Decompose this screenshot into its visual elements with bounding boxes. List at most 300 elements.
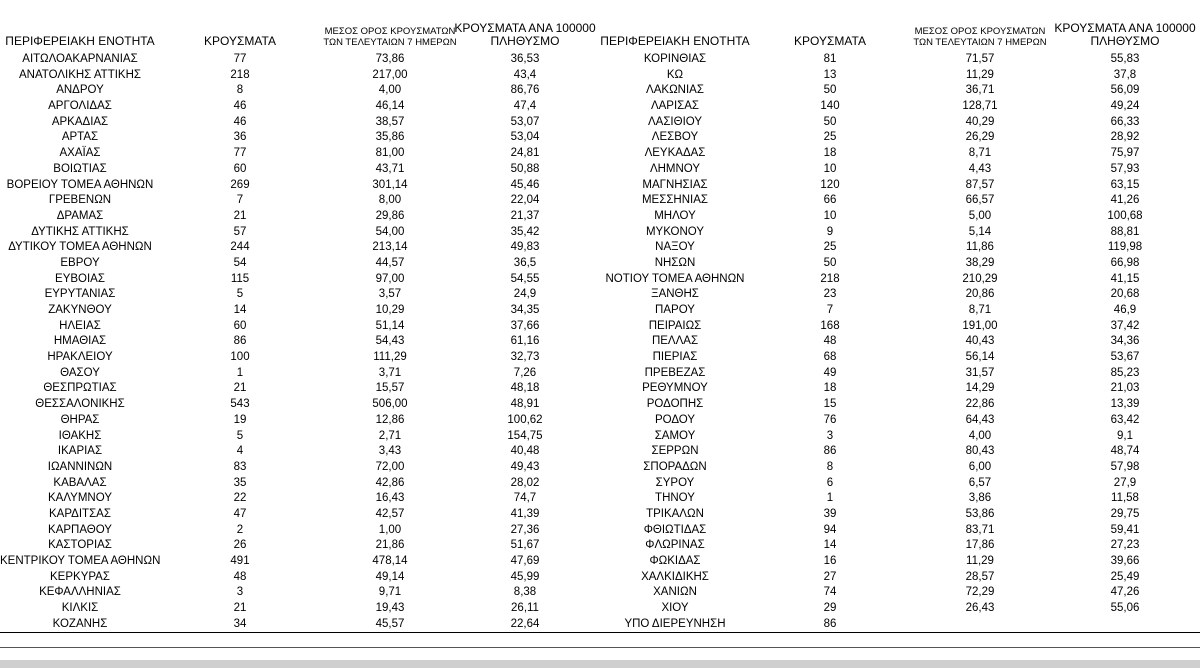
cell-per100k: 25,49 [1110,570,1140,583]
cell-per100k: 57,93 [1110,162,1140,175]
table-row [600,178,1200,194]
table-row [0,52,600,68]
table-row [600,397,1200,413]
table-row [600,83,1200,99]
cell-avg7: 4,00 [378,84,402,97]
cell-per100k: 41,15 [1110,272,1140,285]
cell-region: ΡΟΔΟΠΗΣ [646,398,704,411]
table-row [600,334,1200,350]
cell-cases: 14 [823,539,837,552]
table-row [600,68,1200,84]
cell-region: ΙΚΑΡΙΑΣ [57,445,103,458]
table-row [0,99,600,115]
cell-cases: 4 [236,445,244,458]
table-row [0,585,600,601]
cell-cases: 1 [826,492,834,505]
cell-cases: 1 [236,366,244,379]
cell-cases: 10 [823,209,837,222]
cell-avg7: 26,29 [965,131,995,144]
cell-per100k: 20,68 [1110,288,1140,301]
header-avg7: ΜΕΣΟΣ ΟΡΟΣ ΚΡΟΥΣΜΑΤΩΝ ΤΩΝ ΤΕΛΕΥΤΑΙΩΝ 7 ΗΜΕΡΩΝ [323,26,457,48]
header-region: ΠΕΡΙΦΕΡΕΙΑΚΗ ΕΝΟΤΗΤΑ [5,34,155,48]
table-row [0,272,600,288]
cell-avg7: 1,00 [378,523,402,536]
cell-avg7: 87,57 [965,178,995,191]
cell-per100k: 53,04 [510,131,540,144]
cell-avg7: 29,86 [375,209,405,222]
cell-region: ΚΑΒΑΛΑΣ [53,476,107,489]
cell-avg7: 42,86 [375,476,405,489]
cell-region: ΚΑΡΠΑΘΟΥ [48,523,112,536]
table-row [600,272,1200,288]
cell-cases: 86 [233,335,247,348]
cell-avg7: 3,43 [378,445,402,458]
cell-per100k: 36,53 [510,53,540,65]
cell-avg7: 8,71 [968,147,992,160]
cell-cases: 60 [233,319,247,332]
cell-per100k: 34,35 [510,304,540,316]
cell-avg7: 43,71 [375,162,405,175]
header-region: ΠΕΡΙΦΕΡΕΙΑΚΗ ΕΝΟΤΗΤΑ [600,34,750,48]
table-row [0,319,600,335]
cell-avg7: 11,86 [966,241,994,254]
cell-cases: 16 [823,555,837,567]
table-row [0,115,600,131]
cell-cases: 47 [233,507,247,520]
footer-rule [0,647,1200,648]
cell-region: ΦΘΙΩΤΙΔΑΣ [643,523,707,536]
cell-per100k: 100,68 [1107,209,1143,222]
cell-region: ΑΝΑΤΟΛΙΚΗΣ ΑΤΤΙΚΗΣ [18,68,141,81]
cell-avg7: 73,86 [375,53,405,65]
table-row [600,507,1200,523]
cell-cases: 218 [820,272,840,285]
table-row [600,130,1200,146]
cell-avg7: 51,14 [375,319,405,332]
header-per100k: ΚΡΟΥΣΜΑΤΑ ΑΝΑ 100000 ΠΛΗΘΥΣΜΟ [454,21,596,48]
cell-region: ΣΑΜΟΥ [654,429,696,442]
cell-per100k: 61,16 [510,335,540,348]
cell-cases: 21 [233,602,247,615]
cell-per100k: 53,67 [1110,351,1140,364]
table-row [600,115,1200,131]
cell-per100k: 34,36 [1110,335,1140,348]
header-avg7: ΜΕΣΟΣ ΟΡΟΣ ΚΡΟΥΣΜΑΤΩΝ ΤΩΝ ΤΕΛΕΥΤΑΙΩΝ 7 ΗΜΕΡΩΝ [913,26,1047,48]
cell-cases: 18 [823,382,837,395]
table-row [0,256,600,272]
cell-per100k: 49,83 [510,241,540,254]
cell-cases: 36 [233,131,247,144]
cell-region: ΚΟΖΑΝΗΣ [52,617,108,630]
cell-avg7: 217,00 [372,68,408,81]
table-row [0,178,600,194]
footer-band [0,660,1200,668]
table-row [600,225,1200,241]
right-rows [600,52,1200,632]
cell-per100k: 29,75 [1110,507,1140,520]
cell-per100k: 57,98 [1110,460,1140,473]
table-row [600,162,1200,178]
cell-avg7: 26,43 [965,602,995,615]
cell-avg7: 16,43 [375,492,405,505]
table-row [600,444,1200,460]
cell-avg7: 17,86 [965,539,995,552]
cell-avg7: 44,57 [375,256,405,269]
cell-region: ΑΡΤΑΣ [61,131,99,144]
cell-region: ΘΕΣΣΑΛΟΝΙΚΗΣ [35,398,125,411]
cell-avg7: 12,86 [375,413,405,426]
cell-avg7: 53,86 [965,507,995,520]
cell-per100k: 13,39 [1110,398,1140,411]
table-row [0,429,600,445]
table-row [0,240,600,256]
cell-avg7: 40,29 [965,115,995,128]
cell-avg7: 213,14 [372,241,408,254]
cell-region: ΛΗΜΝΟΥ [649,162,701,175]
table-row [600,209,1200,225]
cell-cases: 23 [823,288,837,301]
cell-region: ΗΡΑΚΛΕΙΟΥ [47,351,113,364]
cell-avg7: 42,57 [375,507,405,520]
cell-per100k: 100,62 [507,413,543,426]
cell-avg7: 4,00 [968,429,992,442]
cell-per100k: 47,26 [1110,586,1140,599]
table-row [0,83,600,99]
cell-avg7: 5,00 [968,209,992,222]
cell-region: ΚΟΡΙΝΘΙΑΣ [643,53,707,65]
cell-region: ΤΗΝΟΥ [655,492,695,505]
cell-region: ΕΥΡΥΤΑΝΙΑΣ [44,288,116,301]
cell-avg7: 54,00 [375,225,405,238]
cell-region: ΒΟΡΕΙΟΥ ΤΟΜΕΑ ΑΘΗΝΩΝ [6,178,154,191]
cell-avg7: 28,57 [965,570,995,583]
cell-per100k: 37,8 [1113,68,1137,81]
cell-per100k: 41,26 [1110,194,1140,207]
cell-per100k: 22,64 [510,617,540,630]
table-bottom-rule [0,632,1200,633]
cell-avg7: 46,14 [375,100,405,113]
cell-per100k: 48,18 [510,382,540,395]
cell-avg7: 2,71 [378,429,402,442]
cell-cases: 6 [826,476,834,489]
cell-per100k: 36,5 [513,256,537,269]
table-row [600,429,1200,445]
cell-cases: 60 [233,162,247,175]
cell-region: ΖΑΚΥΝΘΟΥ [48,304,112,316]
table-row [0,570,600,586]
cell-cases: 7 [236,194,244,207]
table-row [600,240,1200,256]
header-cases: ΚΡΟΥΣΜΑΤΑ [794,34,866,48]
cell-cases: 94 [823,523,837,536]
header-per100k: ΚΡΟΥΣΜΑΤΑ ΑΝΑ 100000 ΠΛΗΘΥΣΜΟ [1054,21,1196,48]
cell-cases: 15 [823,398,837,411]
cell-cases: 83 [233,460,247,473]
cell-per100k: 24,81 [510,147,540,160]
cell-cases: 48 [233,570,247,583]
cell-avg7: 64,43 [965,413,995,426]
cell-avg7: 81,00 [375,147,405,160]
cell-cases: 46 [233,100,247,113]
table-row [600,381,1200,397]
cell-avg7: 38,29 [965,256,995,269]
cell-avg7: 36,71 [965,84,995,97]
table-row [600,601,1200,617]
cell-cases: 22 [233,492,247,505]
cell-avg7: 54,43 [375,335,405,348]
table-row [600,538,1200,554]
cell-cases: 8 [236,84,244,97]
table-row [0,146,600,162]
cell-cases: 244 [230,241,250,254]
table-row [0,334,600,350]
table-row [600,99,1200,115]
cell-per100k: 21,03 [1110,382,1140,395]
table-row [0,507,600,523]
cell-per100k: 47,4 [513,100,537,113]
cell-avg7: 3,71 [378,366,402,379]
cell-region: ΤΡΙΚΑΛΩΝ [646,507,704,520]
cell-per100k: 154,75 [507,429,543,442]
cell-avg7: 8,71 [968,304,992,316]
cell-per100k: 49,24 [1110,100,1140,113]
table-row [0,601,600,617]
cell-avg7: 38,57 [375,115,405,128]
cell-cases: 14 [233,304,247,316]
cell-avg7: 301,14 [372,178,408,191]
table-row [0,162,600,178]
cell-cases: 3 [826,429,834,442]
cell-per100k: 9,1 [1117,429,1133,442]
cell-avg7: 20,86 [965,288,995,301]
cell-per100k: 66,33 [1110,115,1140,128]
cell-cases: 140 [820,100,840,113]
table-row [0,68,600,84]
cell-region: ΦΩΚΙΔΑΣ [649,555,701,567]
cell-cases: 13 [823,68,837,81]
cell-region: ΚΑΣΤΟΡΙΑΣ [48,539,112,552]
table-row [600,491,1200,507]
cell-region: ΧΑΝΙΩΝ [653,586,697,599]
cell-per100k: 45,46 [510,178,540,191]
table-row [0,381,600,397]
cell-avg7: 506,00 [372,398,408,411]
cell-per100k: 8,38 [513,586,537,599]
table-row [0,617,600,633]
cell-avg7: 111,29 [373,351,407,364]
cell-region: ΑΧΑΪΑΣ [59,147,101,160]
cell-cases: 50 [823,84,837,97]
table-row [600,570,1200,586]
cell-per100k: 27,23 [1110,539,1140,552]
cell-region: ΙΘΑΚΗΣ [58,429,102,442]
cell-per100k: 39,66 [1110,555,1140,567]
cell-avg7: 8,00 [378,194,402,207]
cell-region: ΝΑΞΟΥ [655,241,695,254]
cell-cases: 57 [233,225,247,238]
cell-region: ΥΠΟ ΔΙΕΡΕΥΝΗΣΗ [624,617,726,630]
cell-per100k: 85,23 [1110,366,1140,379]
table-row [0,209,600,225]
table-row [600,476,1200,492]
cell-cases: 3 [236,586,244,599]
table-row [600,523,1200,539]
cell-avg7: 11,29 [966,68,994,81]
cell-per100k: 7,26 [513,366,537,379]
cell-region: ΚΑΛΥΜΝΟΥ [48,492,112,505]
cell-per100k: 74,7 [513,492,537,505]
table-row [0,350,600,366]
cell-cases: 81 [823,53,837,65]
table-row [600,617,1200,633]
cell-cases: 8 [826,460,834,473]
cell-region: ΣΥΡΟΥ [655,476,695,489]
cell-avg7: 21,86 [375,539,405,552]
cell-avg7: 6,00 [968,460,992,473]
cell-region: ΑΝΔΡΟΥ [56,84,104,97]
cell-cases: 50 [823,256,837,269]
table-row [600,256,1200,272]
cell-per100k: 50,88 [510,162,540,175]
cell-per100k: 54,55 [510,272,540,285]
cell-per100k: 56,09 [1110,84,1140,97]
cell-per100k: 63,15 [1110,178,1140,191]
cell-cases: 120 [820,178,840,191]
cell-cases: 115 [230,272,250,285]
cell-per100k: 28,02 [510,476,540,489]
cell-avg7: 71,57 [965,53,995,65]
table-row [600,554,1200,570]
cell-cases: 74 [823,586,837,599]
cell-region: ΦΛΩΡΙΝΑΣ [645,539,705,552]
table-row [600,303,1200,319]
cell-region: ΧΙΟΥ [661,602,689,615]
table-row [600,146,1200,162]
cell-avg7: 3,86 [968,492,992,505]
cell-region: ΒΟΙΩΤΙΑΣ [53,162,107,175]
cell-region: ΧΑΛΚΙΔΙΚΗΣ [641,570,709,583]
cell-per100k: 75,97 [1110,147,1140,160]
cell-per100k: 55,83 [1110,53,1140,65]
cell-region: ΔΥΤΙΚΗΣ ΑΤΤΙΚΗΣ [31,225,129,238]
table-row [600,193,1200,209]
table-row [0,193,600,209]
cell-cases: 86 [823,445,837,458]
cell-region: ΑΡΓΟΛΙΔΑΣ [48,100,112,113]
cell-cases: 218 [230,68,250,81]
cell-region: ΜΕΣΣΗΝΙΑΣ [641,194,709,207]
cell-region: ΚΑΡΔΙΤΣΑΣ [49,507,111,520]
cell-region: ΛΑΚΩΝΙΑΣ [646,84,704,97]
cell-region: ΘΕΣΠΡΩΤΙΑΣ [43,382,117,395]
table-row [0,397,600,413]
cell-avg7: 31,57 [965,366,995,379]
cell-cases: 77 [233,147,247,160]
table-row [600,52,1200,68]
cell-region: ΣΕΡΡΩΝ [651,445,699,458]
cell-avg7: 9,71 [378,586,402,599]
cell-avg7: 191,00 [962,319,998,332]
cell-cases: 18 [823,147,837,160]
cell-per100k: 43,4 [513,68,537,81]
cell-per100k: 51,67 [510,539,540,552]
cell-avg7: 72,29 [965,586,995,599]
cell-region: ΡΟΔΟΥ [654,413,696,426]
cell-per100k: 48,91 [510,398,540,411]
cell-region: ΓΡΕΒΕΝΩΝ [48,194,112,207]
cell-region: ΛΑΣΙΘΙΟΥ [647,115,703,128]
cell-region: ΑΙΤΩΛΟΑΚΑΡΝΑΝΙΑΣ [22,53,138,65]
cell-cases: 26 [233,539,247,552]
cell-avg7: 210,29 [962,272,998,285]
cell-cases: 86 [823,617,837,630]
cell-per100k: 63,42 [1110,413,1140,426]
cell-region: ΛΕΣΒΟΥ [651,131,699,144]
table-row [0,460,600,476]
table-row [600,585,1200,601]
cell-per100k: 37,42 [1110,319,1140,332]
cell-cases: 100 [230,351,250,364]
cell-cases: 54 [233,256,247,269]
cell-region: ΚΕΡΚΥΡΑΣ [50,570,110,583]
table-left-half [0,0,600,640]
cell-region: ΞΑΝΘΗΣ [651,288,699,301]
table-row [0,413,600,429]
cell-cases: 27 [823,570,837,583]
cell-region: ΠΕΙΡΑΙΩΣ [648,319,702,332]
cell-cases: 25 [823,131,837,144]
cell-per100k: 11,58 [1111,492,1139,505]
cell-region: ΠΑΡΟΥ [655,304,695,316]
cell-avg7: 15,57 [375,382,405,395]
cell-region: ΚΩ [666,68,684,81]
table-row [0,538,600,554]
cell-avg7: 10,29 [375,304,405,316]
cell-avg7: 478,14 [372,555,408,567]
cell-per100k: 59,41 [1110,523,1140,536]
cell-cases: 68 [823,351,837,364]
cell-region: ΑΡΚΑΔΙΑΣ [51,115,109,128]
cell-avg7: 6,57 [968,476,992,489]
cell-avg7: 80,43 [965,445,995,458]
cell-region: ΜΑΓΝΗΣΙΑΣ [642,178,708,191]
cell-cases: 5 [236,288,244,301]
cell-cases: 543 [230,398,250,411]
table-row [600,319,1200,335]
cell-avg7: 72,00 [375,460,405,473]
cell-avg7: 40,43 [965,335,995,348]
cell-cases: 10 [823,162,837,175]
cell-per100k: 28,92 [1110,131,1140,144]
cell-avg7: 11,29 [966,555,994,567]
cell-avg7: 35,86 [375,131,405,144]
cell-region: ΘΑΣΟΥ [60,366,100,379]
cell-cases: 21 [233,209,247,222]
table-row [600,287,1200,303]
cell-per100k: 119,98 [1107,241,1143,254]
cell-per100k: 45,99 [510,570,540,583]
cell-cases: 46 [233,115,247,128]
cell-cases: 9 [826,225,834,238]
cell-region: ΚΕΝΤΡΙΚΟΥ ΤΟΜΕΑ ΑΘΗΝΩΝ [0,555,161,567]
cell-avg7: 128,71 [962,100,998,113]
cell-region: ΔΡΑΜΑΣ [56,209,104,222]
cell-cases: 7 [826,304,834,316]
cell-cases: 29 [823,602,837,615]
cell-region: ΣΠΟΡΑΔΩΝ [643,460,707,473]
cell-region: ΙΩΑΝΝΙΝΩΝ [47,460,113,473]
cell-cases: 50 [823,115,837,128]
